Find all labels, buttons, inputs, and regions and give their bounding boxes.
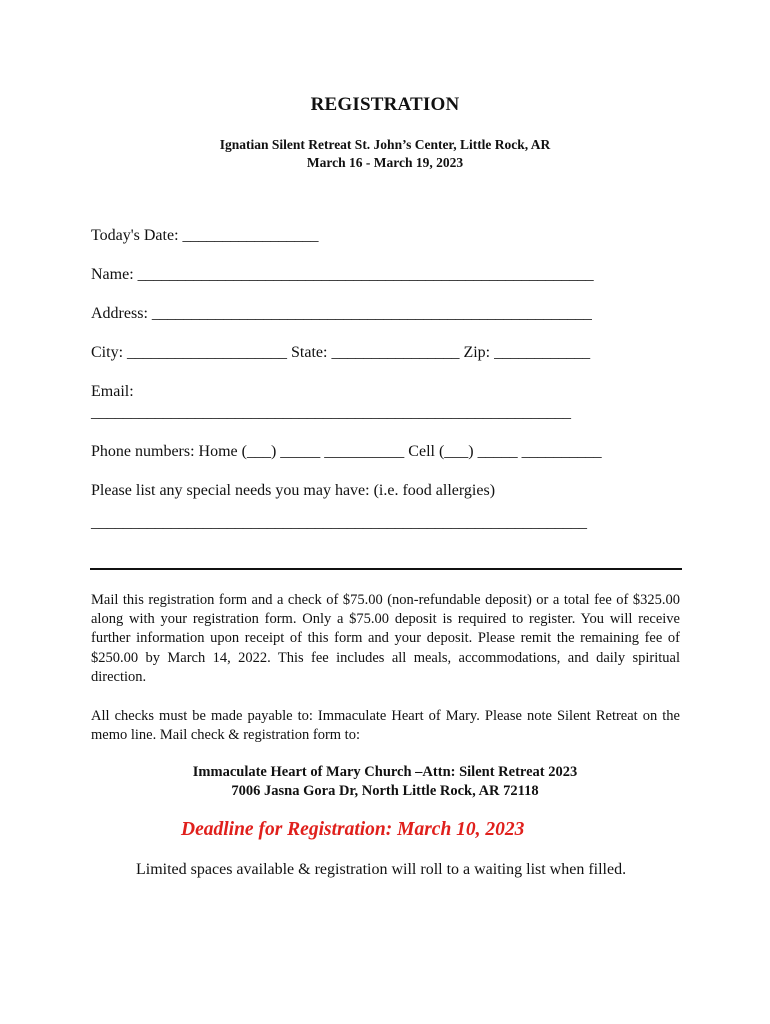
phone-numbers-field: Phone numbers: Home (___) _____ __________ Cell (___) _____ __________ bbox=[91, 443, 602, 460]
check-instructions: All checks must be made payable to: Immaculate Heart of Mary. Please note Silent Retreat on the memo line. Mail check & registration form to: bbox=[91, 708, 680, 744]
retreat-dates: March 16 - March 19, 2023 bbox=[306, 155, 464, 170]
mailing-address-line1: Immaculate Heart of Mary Church –Attn: Silent Retreat 2023 bbox=[192, 764, 578, 780]
section-divider bbox=[90, 568, 682, 570]
email-field-line: ____________________________________________________________ bbox=[91, 404, 571, 421]
special-needs-label: Please list any special needs you may have: (i.e. food allergies) bbox=[91, 482, 496, 499]
limited-spaces-notice: Limited spaces available & registration will roll to a waiting list when filled. bbox=[136, 861, 627, 878]
address-field: Address: _______________________________________________________ bbox=[91, 305, 592, 322]
retreat-name: Ignatian Silent Retreat St. John’s Center, Little Rock, AR bbox=[219, 137, 551, 152]
special-needs-field-line: ______________________________________________________________ bbox=[91, 514, 587, 531]
city-state-zip-field: City: ____________________ State: ________________ Zip: ____________ bbox=[91, 344, 591, 361]
email-label: Email: bbox=[91, 383, 134, 400]
todays-date-field: Today's Date: _________________ bbox=[91, 227, 319, 244]
registration-deadline: Deadline for Registration: March 10, 2023 bbox=[181, 819, 525, 840]
payment-instructions: Mail this registration form and a check of $75.00 (non-refundable deposit) or a total fee of $325.00 along with your registration form. Only a $75.00 deposit is required to register. You will receive further information upon receipt of this form and your deposit. Please remit the remaining fee of $250.00 by March 14, 2022. This fee includes all meals, accommodations, and daily spiritual direction. bbox=[91, 592, 680, 685]
mailing-address-line2: 7006 Jasna Gora Dr, North Little Rock, AR 72118 bbox=[231, 783, 539, 799]
page-title: REGISTRATION bbox=[310, 94, 460, 115]
name-field: Name: _________________________________________________________ bbox=[91, 266, 594, 283]
